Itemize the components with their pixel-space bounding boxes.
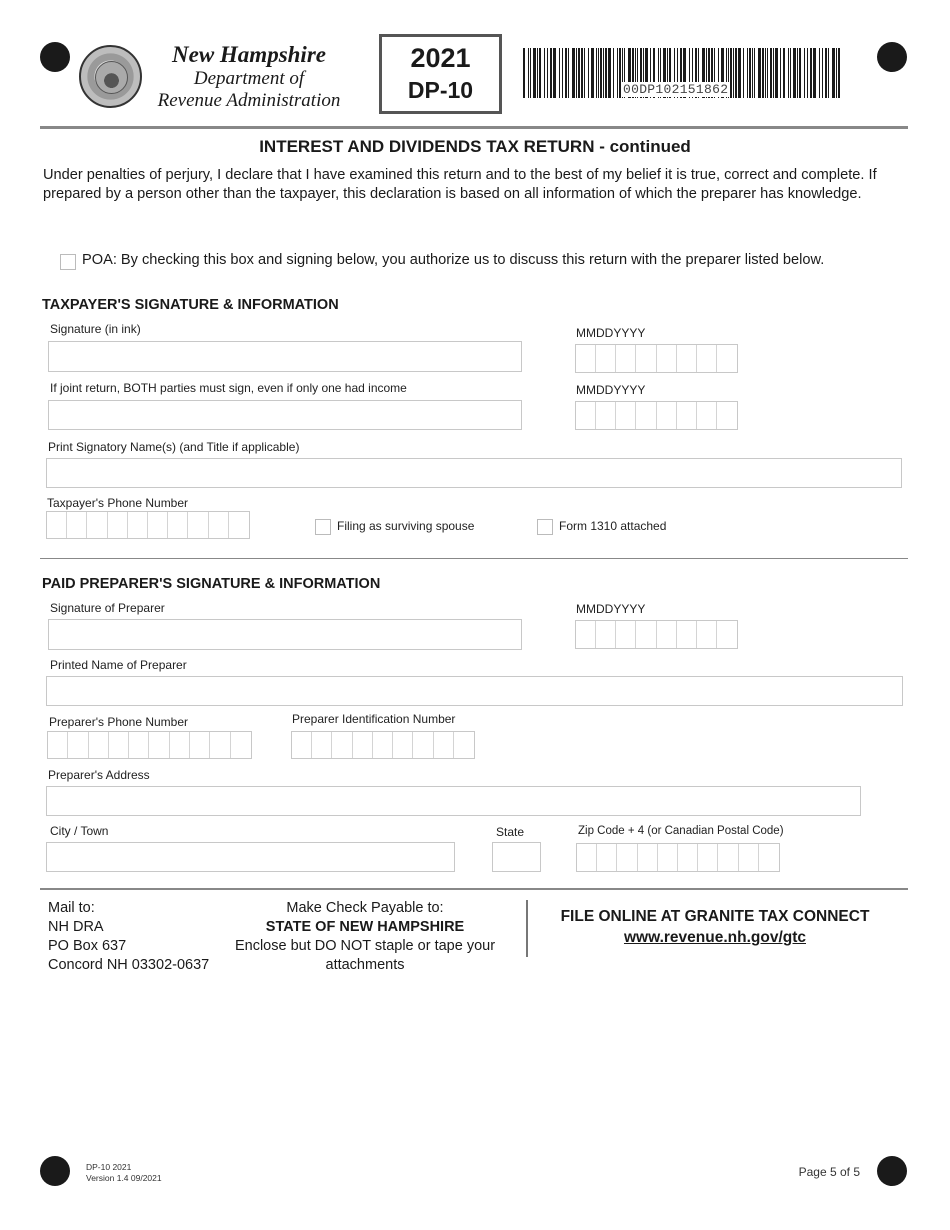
state-label: State [496,825,525,839]
city-label: City / Town [50,824,109,838]
page-number: Page 5 of 5 [798,1165,860,1179]
taxpayer-signature-label: Signature (in ink) [50,322,141,336]
version-line-2: Version 1.4 09/2021 [86,1173,162,1183]
state-field[interactable] [492,842,541,872]
preparer-date-field[interactable] [575,620,738,649]
taxpayer-phone-field[interactable] [46,511,250,539]
taxpayer-phone-label: Taxpayer's Phone Number [47,496,189,510]
preparer-name-field[interactable] [46,676,903,706]
mail-line-1: NH DRA [48,919,104,935]
form-code: DP-10 [407,77,474,103]
zip-label: Zip Code + 4 (or Canadian Postal Code) [578,825,784,837]
form-1310-label: Form 1310 attached [559,519,667,533]
version-line-1: DP-10 2021 [86,1162,132,1172]
registration-mark-bottom-right [877,1156,907,1186]
footer-vertical-divider [526,900,528,957]
surviving-spouse-label: Filing as surviving spouse [337,519,475,533]
registration-mark-top-right [877,42,907,72]
barcode-number: 00DP102151862 [623,82,729,97]
file-online-link[interactable]: www.revenue.nh.gov/gtc [623,929,806,946]
taxpayer-date-field[interactable] [575,344,738,373]
preparer-address-label: Preparer's Address [48,768,150,782]
joint-date-label: MMDDYYYY [576,383,646,397]
zip-field[interactable] [576,843,780,872]
agency-dept-line1: Department of [193,68,305,89]
section-divider [40,558,908,559]
file-online-block [545,906,885,948]
registration-mark-top-left [40,42,70,72]
agency-dept-line2: Revenue Administration [157,90,341,111]
taxpayer-signature-field[interactable] [48,341,522,372]
form-version [86,1162,162,1184]
surviving-spouse-checkbox[interactable] [315,519,331,535]
taxpayer-section-heading: TAXPAYER'S SIGNATURE & INFORMATION [42,297,339,313]
preparer-id-label: Preparer Identification Number [292,712,456,726]
state-seal-icon [79,45,142,108]
preparer-id-field[interactable] [291,731,475,759]
preparer-section-heading: PAID PREPARER'S SIGNATURE & INFORMATION [42,576,381,592]
form-id-box [379,34,502,114]
form-year: 2021 [410,43,471,73]
page-title: INTEREST AND DIVIDENDS TAX RETURN - continued [259,137,691,156]
preparer-phone-field[interactable] [47,731,252,759]
taxpayer-date-label: MMDDYYYY [576,326,646,340]
mail-to-label: Mail to: [48,900,95,916]
city-field[interactable] [46,842,455,872]
preparer-phone-label: Preparer's Phone Number [49,715,189,729]
enclose-note: Enclose but DO NOT staple or tape your attachments [234,938,496,973]
payment-instructions [232,899,498,975]
header-divider [40,126,908,129]
poa-label: POA: By checking this box and signing below, you authorize us to discuss this return with the preparer listed below. [82,252,825,268]
joint-signature-field[interactable] [48,400,522,430]
perjury-declaration: Under penalties of perjury, I declare that I have examined this return and to the best of my belief it is true, correct and complete. If prepared by a person other than the taxpayer, this declaration is based on all information of which the preparer has knowledge. [43,167,877,202]
registration-mark-bottom-left [40,1156,70,1186]
joint-date-field[interactable] [575,401,738,430]
preparer-name-label: Printed Name of Preparer [50,658,187,672]
footer-divider [40,888,908,890]
mail-line-2: PO Box 637 [48,938,127,954]
preparer-address-field[interactable] [46,786,861,816]
print-name-label: Print Signatory Name(s) (and Title if applicable) [48,440,300,454]
preparer-signature-field[interactable] [48,619,522,650]
print-name-field[interactable] [46,458,902,488]
mailing-address [48,899,209,975]
poa-checkbox[interactable] [60,254,76,270]
payable-name: STATE OF NEW HAMPSHIRE [265,919,465,935]
file-online-heading: FILE ONLINE AT GRANITE TAX CONNECT [560,908,870,925]
preparer-signature-label: Signature of Preparer [50,601,165,615]
agency-name [140,42,358,112]
form-1310-checkbox[interactable] [537,519,553,535]
payable-label: Make Check Payable to: [286,900,444,916]
agency-state: New Hampshire [172,42,326,67]
preparer-date-label: MMDDYYYY [576,602,646,616]
joint-signature-label: If joint return, BOTH parties must sign, even if only one had income [50,381,407,395]
mail-line-3: Concord NH 03302-0637 [48,957,210,973]
